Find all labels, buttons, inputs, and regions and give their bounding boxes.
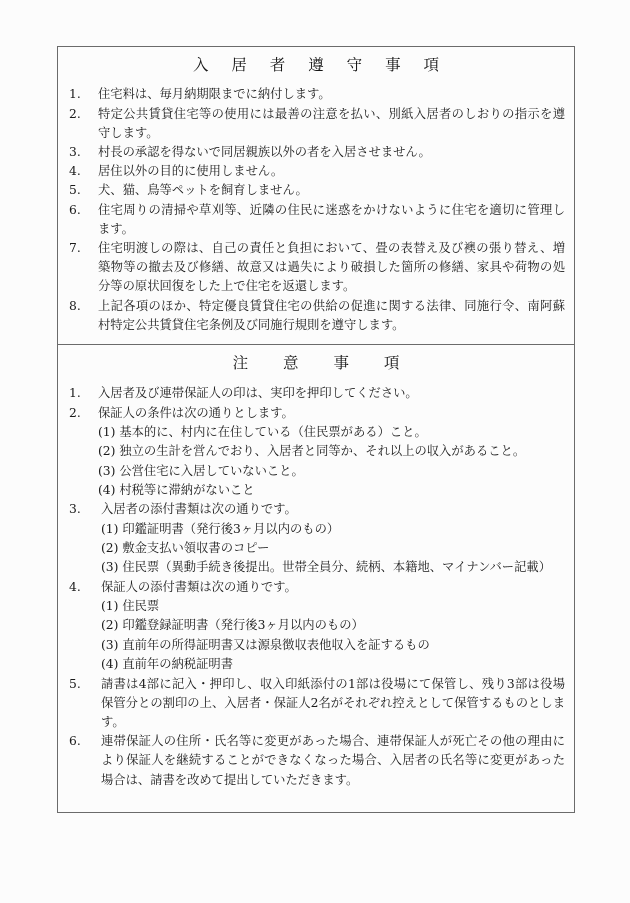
sublist-item: (4) 直前年の納税証明書 <box>101 657 233 672</box>
list-item-text: 入居者及び連帯保証人の印は、実印を押印してください。 <box>98 386 418 401</box>
sublist-item: (3) 住民票（異動手続き後提出。世帯全員分、続柄、本籍地、マイナンバー記載） <box>101 560 551 575</box>
section-title-notices: 注 意 事 項 <box>232 354 415 373</box>
list-item-number: 8. <box>69 298 81 313</box>
list-item-text: 上記各項のほか、特定優良賃貸住宅の供給の促進に関する法律、同施行令、南阿蘇村特定公共賃貸住宅条例及び同施行規則を遵守します。 <box>98 298 565 332</box>
sublist-item: (2) 印鑑登録証明書（発行後3ヶ月以内のもの） <box>101 618 364 633</box>
list-item <box>67 297 565 335</box>
list-item <box>67 675 565 733</box>
list-item <box>67 732 565 790</box>
sublist-item: (1) 印鑑証明書（発行後3ヶ月以内のもの） <box>101 521 340 536</box>
list-item-number: 6. <box>69 202 81 217</box>
list-item <box>67 239 565 297</box>
notices-list <box>58 383 574 799</box>
sublist <box>98 423 565 501</box>
list-item-number: 7. <box>69 241 81 255</box>
section-resident-obligations <box>58 47 574 345</box>
list-item-text: 居住以外の目的に使用しません。 <box>98 164 284 179</box>
list-item-number: 1. <box>69 386 81 401</box>
list-item-number: 4. <box>69 164 81 179</box>
list-item <box>67 201 565 239</box>
list-item-text: 村長の承認を得ないで同居親族以外の者を入居させません。 <box>98 144 431 159</box>
list-item <box>67 181 565 200</box>
list-item-number: 4. <box>69 579 81 594</box>
list-item-text: 入居者の添付書類は次の通りです。 <box>101 502 297 517</box>
sublist-item: (2) 独立の生計を営んでおり、入居者と同等か、それ以上の収入があること。 <box>98 444 526 459</box>
list-item-text: 住宅明渡しの際は、自己の責任と負担において、畳の表替え及び襖の張り替え、増築物等の撤去及び修繕、故意又は過失により破損した箇所の修繕、家具や荷物の処分等の原状回復をした上で住宅を返還します。 <box>98 241 565 294</box>
list-item-number: 1. <box>69 87 81 102</box>
list-item <box>67 105 565 143</box>
list-item-text: 特定公共賃貸住宅等の使用には最善の注意を払い、別紙入居者のしおりの指示を遵守します。 <box>98 106 565 140</box>
sublist-item: (2) 敷金支払い領収書のコピー <box>101 541 270 556</box>
list-item-text: 保証人の条件は次の通りとします。 <box>98 405 294 420</box>
list-item <box>67 85 565 104</box>
list-item <box>67 384 565 403</box>
list-item-number: 3. <box>69 502 81 517</box>
sublist-item: (3) 公営住宅に入居していないこと。 <box>98 463 304 478</box>
list-item-text: 住宅料は、毎月納期限までに納付します。 <box>98 87 331 102</box>
list-item-number: 5. <box>69 676 81 691</box>
sublist-item: (1) 住民票 <box>101 599 160 614</box>
list-item-number: 3. <box>69 144 81 159</box>
list-item-number: 2. <box>69 106 81 121</box>
list-item-text: 住宅周りの清掃や草刈等、近隣の住民に迷惑をかけないように住宅を適切に管理します。 <box>98 202 565 236</box>
sublist-item: (3) 直前年の所得証明書又は源泉徴収表他収入を証するもの <box>101 637 430 652</box>
list-item-text: 保証人の添付書類は次の通りです。 <box>101 579 297 594</box>
list-item <box>67 404 565 501</box>
sublist-item: (1) 基本的に、村内に在住している（住民票がある）こと。 <box>98 424 427 439</box>
list-item-number: 5. <box>69 183 81 198</box>
list-item <box>67 162 565 181</box>
list-item-number: 2. <box>69 405 81 420</box>
list-item <box>67 578 565 675</box>
list-item-text: 連帯保証人の住所・氏名等に変更があった場合、連帯保証人が死亡その他の理由により保証人を継続することができなくなった場合、入居者の氏名等に変更があった場合は、請書を改めて提出していただきます。 <box>101 734 565 787</box>
list-item-number: 6. <box>69 734 81 749</box>
section-title-resident-obligations: 入 居 者 遵 守 事 項 <box>192 56 449 74</box>
section-notices <box>58 345 574 799</box>
obligations-list <box>58 85 574 344</box>
sublist-item: (4) 村税等に滞納がないこと <box>98 483 255 498</box>
list-item <box>67 500 565 577</box>
list-item <box>67 143 565 162</box>
document-frame <box>57 46 575 813</box>
list-item-text: 請書は4部に記入・押印し、収入印紙添付の1部は役場にて保管し、残り3部は役場保管分との割印の上、入居者・保証人2名がそれぞれ控えとして保管するものとします。 <box>101 676 565 730</box>
sublist <box>101 520 565 578</box>
sublist <box>101 597 565 675</box>
list-item-text: 犬、猫、鳥等ペットを飼育しません。 <box>98 183 308 198</box>
